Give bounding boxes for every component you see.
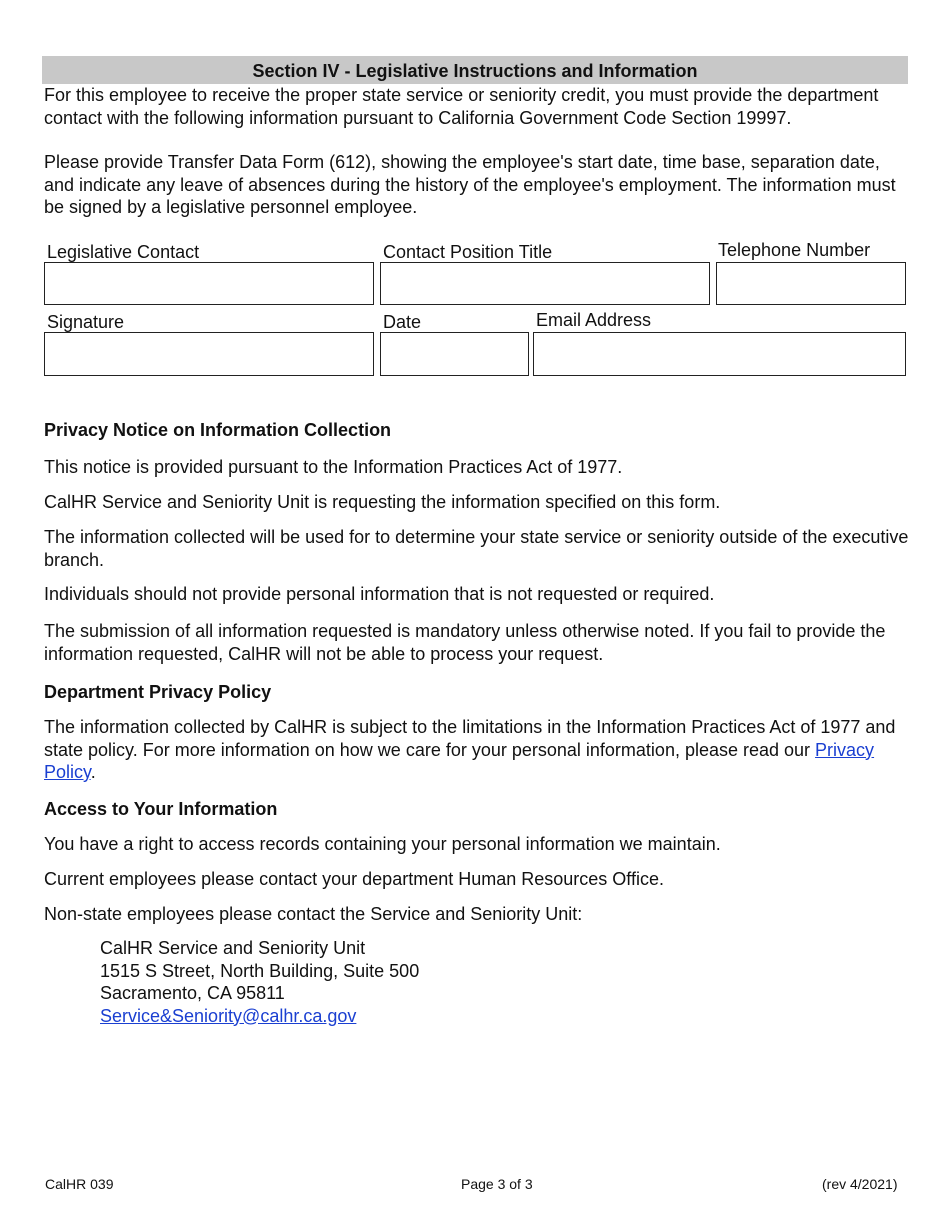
footer-form-id: CalHR 039 xyxy=(45,1176,114,1192)
date-label: Date xyxy=(383,312,422,332)
email-address-label: Email Address xyxy=(536,310,652,330)
signature-label: Signature xyxy=(47,312,125,332)
privacy-paragraph-3: The information collected will be used for to determine your state service or seniority outside of the executive branch. xyxy=(44,527,909,570)
address-line-1: CalHR Service and Seniority Unit xyxy=(100,938,366,958)
address-line-3: Sacramento, CA 95811 xyxy=(100,983,285,1003)
privacy-paragraph-2: CalHR Service and Seniority Unit is requesting the information specified on this form. xyxy=(44,492,721,512)
date-input[interactable] xyxy=(380,332,529,376)
mailing-address xyxy=(100,937,419,1027)
telephone-number-input[interactable] xyxy=(716,262,906,305)
footer-page-number: Page 3 of 3 xyxy=(461,1176,533,1192)
intro-paragraph-2: Please provide Transfer Data Form (612), showing the employee's start date, time base, separation date, and indicate any leave of absences during the history of the employee's employment. The information must be signed by a legislative personnel employee. xyxy=(44,152,896,217)
legislative-contact-label: Legislative Contact xyxy=(47,242,200,262)
telephone-number-label: Telephone Number xyxy=(718,240,871,260)
access-paragraph-1: You have a right to access records containing your personal information we maintain. xyxy=(44,834,721,854)
privacy-policy-period: . xyxy=(90,762,96,782)
privacy-paragraph-5: The submission of all information requested is mandatory unless otherwise noted. If you fail to provide the information requested, CalHR will not be able to process your request. xyxy=(44,621,886,664)
privacy-policy-text: The information collected by CalHR is subject to the limitations in the Information Practices Act of 1977 and state policy. For more information on how we care for your personal information, please read our xyxy=(44,717,896,760)
address-line-2: 1515 S Street, North Building, Suite 500 xyxy=(100,960,420,981)
legislative-contact-input[interactable] xyxy=(44,262,374,305)
email-address-input[interactable] xyxy=(533,332,906,376)
intro-paragraph-1: For this employee to receive the proper state service or seniority credit, you must provide the department contact with the following information pursuant to California Government Code Section 19997. xyxy=(44,85,879,128)
privacy-paragraph-1: This notice is provided pursuant to the Information Practices Act of 1977. xyxy=(44,457,623,477)
privacy-notice-heading: Privacy Notice on Information Collection xyxy=(44,420,392,440)
privacy-policy-link[interactable]: Privacy Policy xyxy=(44,739,875,782)
privacy-policy-heading: Department Privacy Policy xyxy=(44,682,272,702)
access-heading: Access to Your Information xyxy=(44,799,278,819)
footer-revision: (rev 4/2021) xyxy=(822,1176,898,1192)
privacy-policy-paragraph xyxy=(44,716,914,784)
privacy-paragraph-4: Individuals should not provide personal information that is not requested or required. xyxy=(44,584,715,604)
email-link[interactable]: Service&Seniority@calhr.ca.gov xyxy=(100,1005,357,1026)
access-paragraph-3: Non-state employees please contact the Service and Seniority Unit: xyxy=(44,904,583,924)
section-header: Section IV - Legislative Instructions and Information xyxy=(42,56,908,84)
signature-input[interactable] xyxy=(44,332,374,376)
contact-position-title-label: Contact Position Title xyxy=(383,242,553,262)
contact-position-title-input[interactable] xyxy=(380,262,710,305)
access-paragraph-2: Current employees please contact your department Human Resources Office. xyxy=(44,869,664,889)
